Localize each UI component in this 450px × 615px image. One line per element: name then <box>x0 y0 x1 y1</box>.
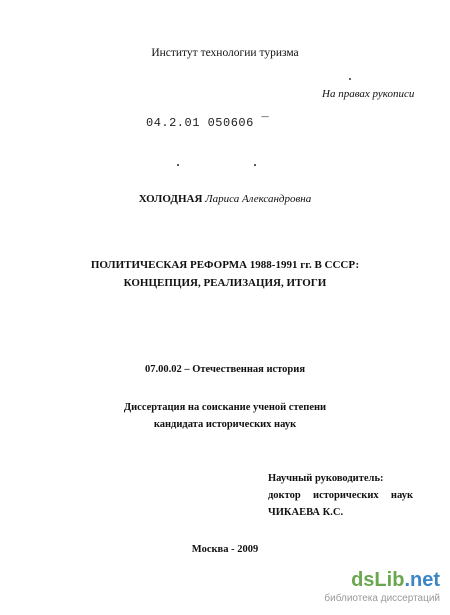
dissertation-title-line-1: ПОЛИТИЧЕСКАЯ РЕФОРМА 1988-1991 гг. В СССР: <box>90 259 360 271</box>
watermark-logo-part1: dsLib <box>351 569 405 591</box>
supervisor-label: Научный руководитель: <box>268 473 384 484</box>
supervisor-name: ЧИКАЕВА К.С. <box>268 507 344 518</box>
watermark-logo-part2: .net <box>404 569 440 591</box>
scan-speck <box>177 164 179 166</box>
author-given-names: Лариса Александровна <box>205 193 312 205</box>
site-watermark <box>318 568 446 612</box>
specialty-code: 07.00.02 – Отечественная история <box>144 364 306 375</box>
city-and-year: Москва - 2009 <box>191 544 259 555</box>
supervisor-rank-word: исторических <box>313 490 379 501</box>
registration-stamp-code: 04.2.01 050606 ¯ <box>146 116 270 130</box>
scan-speck <box>254 164 256 166</box>
author-surname: ХОЛОДНАЯ <box>138 193 203 205</box>
degree-statement-line-2: кандидата исторических наук <box>153 419 297 430</box>
institute-name: Институт технологии туризма <box>151 47 299 59</box>
watermark-subtitle: библиотека диссертаций <box>324 593 440 604</box>
supervisor-rank <box>268 490 413 501</box>
scan-speck <box>349 78 351 80</box>
manuscript-rights-note: На правах рукописи <box>322 88 415 100</box>
author-name <box>0 193 450 205</box>
watermark-logo <box>351 568 440 592</box>
supervisor-rank-word: наук <box>390 490 413 501</box>
supervisor-rank-word: доктор <box>268 490 301 501</box>
degree-statement-line-1: Диссертация на соискание ученой степени <box>123 402 327 413</box>
dissertation-title-line-2: КОНЦЕПЦИЯ, РЕАЛИЗАЦИЯ, ИТОГИ <box>123 277 327 289</box>
